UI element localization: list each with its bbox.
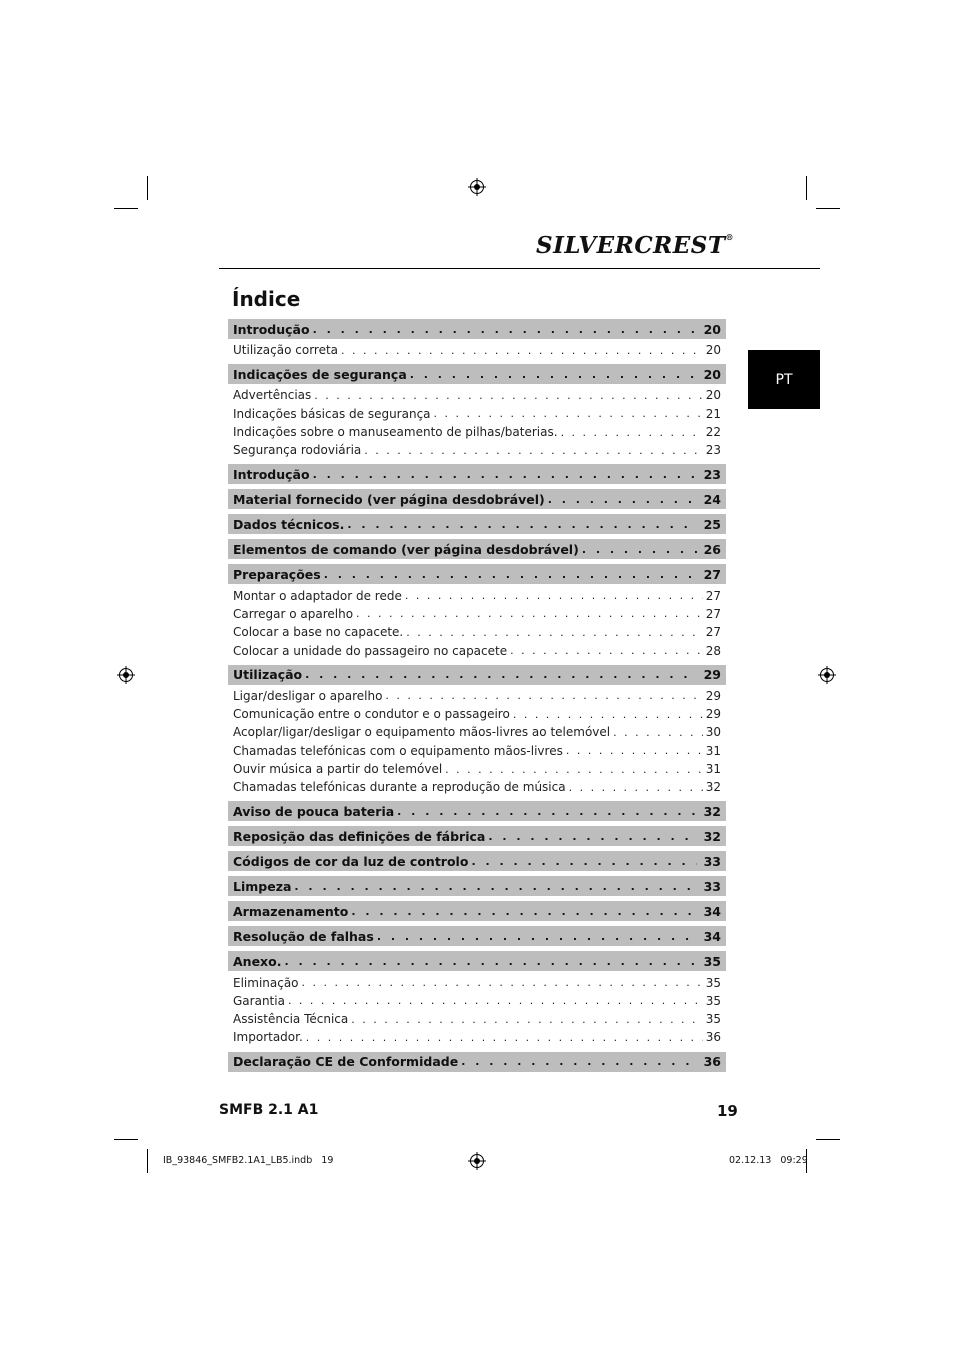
- toc-leader: [351, 906, 696, 917]
- toc-entry-label: Chamadas telefónicas com o equipamento mãos-livres: [233, 743, 563, 758]
- toc-entry-page: 27: [705, 606, 721, 621]
- toc-entry-page: 20: [705, 388, 721, 403]
- toc-entry-label: Importador.: [233, 1030, 303, 1045]
- model-number: SMFB 2.1 A1: [219, 1102, 319, 1118]
- toc-leader: [510, 645, 703, 656]
- toc-leader: [351, 1014, 702, 1025]
- toc-section-page: 34: [703, 903, 721, 919]
- toc-section-title: Indicações de segurança: [233, 366, 407, 382]
- toc-section-page: 23: [703, 466, 721, 482]
- toc-entry: [228, 386, 726, 404]
- toc-section: [228, 665, 726, 685]
- page-number: 19: [717, 1102, 738, 1120]
- toc-entry-label: Chamadas telefónicas durante a reprodução de música: [233, 780, 566, 795]
- toc-entry-page: 35: [705, 1012, 721, 1027]
- file-slug: IB_93846_SMFB2.1A1_LB5.indb 19: [163, 1155, 334, 1166]
- table-of-contents: [228, 319, 726, 1072]
- toc-leader: [406, 627, 702, 638]
- toc-section-title: Introdução: [233, 466, 310, 482]
- toc-section-page: 32: [703, 828, 721, 844]
- toc-leader: [471, 856, 696, 867]
- crop-mark: [816, 1139, 840, 1140]
- toc-entry-page: 32: [705, 780, 721, 795]
- toc-section-page: 33: [703, 878, 721, 894]
- toc-leader: [364, 445, 702, 456]
- toc-entry: [228, 641, 726, 659]
- toc-entry-page: 31: [705, 743, 721, 758]
- toc-section: [228, 539, 726, 559]
- toc-entry: [228, 705, 726, 723]
- toc-section-title: Armazenamento: [233, 903, 349, 919]
- toc-section-title: Utilização: [233, 667, 303, 683]
- toc-section-page: 20: [703, 321, 721, 337]
- toc-section-title: Elementos de comando (ver página desdobrável): [233, 541, 579, 557]
- toc-entry-label: Acoplar/ligar/desligar o equipamento mãos-livres ao telemóvel: [233, 725, 611, 740]
- toc-entry: [228, 423, 726, 441]
- toc-entry-page: 35: [705, 975, 721, 990]
- toc-section-title: Reposição das definições de fábrica: [233, 828, 486, 844]
- language-tab: PT: [748, 350, 820, 409]
- toc-section-title: Anexo.: [233, 953, 282, 969]
- toc-entry: [228, 687, 726, 705]
- toc-section-title: Material fornecido (ver página desdobrável): [233, 491, 545, 507]
- toc-leader: [284, 956, 696, 967]
- toc-section: [228, 926, 726, 946]
- toc-section-title: Declaração CE de Conformidade: [233, 1054, 459, 1070]
- registration-mark-icon: [818, 666, 836, 684]
- toc-leader: [313, 324, 697, 335]
- toc-entry: [228, 742, 726, 760]
- toc-leader: [341, 345, 703, 356]
- toc-entry-label: Indicações básicas de segurança: [233, 406, 431, 421]
- toc-section: [228, 489, 726, 509]
- toc-leader: [288, 995, 703, 1006]
- toc-section: [228, 826, 726, 846]
- registration-mark-icon: [468, 178, 486, 196]
- brand-logo: [536, 232, 734, 259]
- page-title: Índice: [232, 287, 301, 311]
- toc-entry-page: 27: [705, 588, 721, 603]
- toc-section: [228, 1052, 726, 1072]
- toc-entry: [228, 405, 726, 423]
- toc-entry: [228, 586, 726, 604]
- toc-entry-page: 23: [705, 443, 721, 458]
- toc-entry-label: Montar o adaptador de rede: [233, 588, 402, 603]
- toc-entry-label: Assistência Técnica: [233, 1012, 349, 1027]
- toc-leader: [566, 745, 703, 756]
- toc-leader: [445, 764, 703, 775]
- toc-section-page: 26: [703, 541, 721, 557]
- toc-section-title: Aviso de pouca bateria: [233, 803, 395, 819]
- toc-leader: [461, 1056, 696, 1067]
- toc-leader: [314, 390, 702, 401]
- toc-leader: [313, 469, 697, 480]
- toc-subsection-list: [228, 971, 726, 1046]
- toc-section: [228, 901, 726, 921]
- brand-trademark: ®: [725, 232, 734, 242]
- toc-section-title: Limpeza: [233, 878, 292, 894]
- toc-entry-label: Garantia: [233, 993, 285, 1008]
- toc-entry-label: Indicações sobre o manuseamento de pilhas/baterias.: [233, 425, 558, 440]
- toc-leader: [294, 881, 696, 892]
- toc-section-page: 36: [703, 1054, 721, 1070]
- toc-section: [228, 364, 726, 384]
- toc-entry-page: 28: [705, 643, 721, 658]
- toc-section: [228, 951, 726, 971]
- toc-entry: [228, 1028, 726, 1046]
- toc-leader: [582, 544, 697, 555]
- toc-entry: [228, 973, 726, 991]
- toc-entry-page: 31: [705, 762, 721, 776]
- toc-entry-label: Ligar/desligar o aparelho: [233, 688, 383, 703]
- toc-leader: [306, 1032, 703, 1043]
- toc-leader: [513, 709, 703, 720]
- toc-entry-label: Segurança rodoviária: [233, 443, 362, 458]
- toc-section-title: Dados técnicos.: [233, 516, 345, 532]
- toc-entry-page: 29: [705, 707, 721, 722]
- toc-entry-label: Utilização correta: [233, 343, 339, 358]
- registration-mark-icon: [117, 666, 135, 684]
- crop-mark: [147, 1149, 148, 1173]
- toc-leader: [397, 806, 696, 817]
- registration-mark-icon: [468, 1152, 486, 1170]
- header-rule: [219, 268, 820, 269]
- brand-name: SILVERCREST: [536, 232, 726, 259]
- toc-section: [228, 319, 726, 339]
- toc-entry-label: Advertências: [233, 388, 312, 403]
- toc-leader: [385, 690, 702, 701]
- toc-section-page: 34: [703, 928, 721, 944]
- toc-section-page: 35: [703, 953, 721, 969]
- crop-mark: [147, 176, 148, 200]
- crop-mark: [816, 208, 840, 209]
- toc-section-page: 27: [703, 566, 721, 582]
- toc-subsection-list: [228, 384, 726, 459]
- toc-entry: [228, 760, 726, 778]
- print-date-time: 02.12.13 09:29: [729, 1155, 808, 1166]
- toc-section-page: 33: [703, 853, 721, 869]
- toc-leader: [488, 831, 696, 842]
- toc-leader: [410, 369, 697, 380]
- toc-entry: [228, 778, 726, 796]
- toc-entry-page: 30: [705, 725, 721, 740]
- toc-leader: [356, 608, 703, 619]
- toc-leader: [569, 782, 703, 793]
- crop-mark: [114, 208, 138, 209]
- toc-section-page: 24: [703, 491, 721, 507]
- toc-entry-page: 36: [705, 1030, 721, 1045]
- toc-section: [228, 876, 726, 896]
- toc-section-page: 20: [703, 366, 721, 382]
- toc-leader: [305, 669, 696, 680]
- toc-leader: [377, 931, 697, 942]
- toc-entry-page: 21: [705, 406, 721, 421]
- toc-entry: [228, 992, 726, 1010]
- toc-leader: [302, 977, 703, 988]
- toc-section-title: Introdução: [233, 321, 310, 337]
- crop-mark: [806, 176, 807, 200]
- toc-subsection-list: [228, 685, 726, 797]
- toc-section: [228, 851, 726, 871]
- toc-leader: [434, 408, 703, 419]
- toc-section: [228, 801, 726, 821]
- toc-entry-label: Colocar a base no capacete.: [233, 625, 404, 640]
- toc-subsection-list: [228, 339, 726, 359]
- toc-section-page: 29: [703, 667, 721, 683]
- toc-entry: [228, 341, 726, 359]
- toc-leader: [613, 727, 703, 738]
- toc-entry: [228, 723, 726, 741]
- toc-entry-page: 22: [705, 425, 721, 440]
- toc-entry: [228, 441, 726, 459]
- toc-entry-page: 29: [705, 688, 721, 703]
- toc-leader: [405, 590, 703, 601]
- toc-subsection-list: [228, 584, 726, 659]
- toc-section: [228, 564, 726, 584]
- toc-entry-label: Comunicação entre o condutor e o passageiro: [233, 707, 510, 722]
- toc-entry-label: Colocar a unidade do passageiro no capacete: [233, 643, 508, 658]
- toc-entry: [228, 623, 726, 641]
- toc-entry-page: 20: [705, 343, 721, 358]
- toc-entry: [228, 605, 726, 623]
- toc-section-title: Códigos de cor da luz de controlo: [233, 853, 469, 869]
- toc-leader: [347, 519, 696, 530]
- toc-entry-page: 27: [705, 625, 721, 640]
- toc-leader: [548, 494, 697, 505]
- toc-section: [228, 514, 726, 534]
- toc-entry-label: Eliminação: [233, 975, 299, 990]
- crop-mark: [114, 1139, 138, 1140]
- toc-section-page: 25: [703, 516, 721, 532]
- toc-entry: [228, 1010, 726, 1028]
- toc-section: [228, 464, 726, 484]
- toc-entry-page: 35: [705, 993, 721, 1008]
- toc-section-title: Resolução de falhas: [233, 928, 374, 944]
- toc-entry-label: Ouvir música a partir do telemóvel: [233, 762, 443, 776]
- toc-section-title: Preparações: [233, 566, 321, 582]
- toc-entry-label: Carregar o aparelho: [233, 606, 354, 621]
- toc-leader: [324, 569, 697, 580]
- toc-section-page: 32: [703, 803, 721, 819]
- toc-leader: [561, 427, 703, 438]
